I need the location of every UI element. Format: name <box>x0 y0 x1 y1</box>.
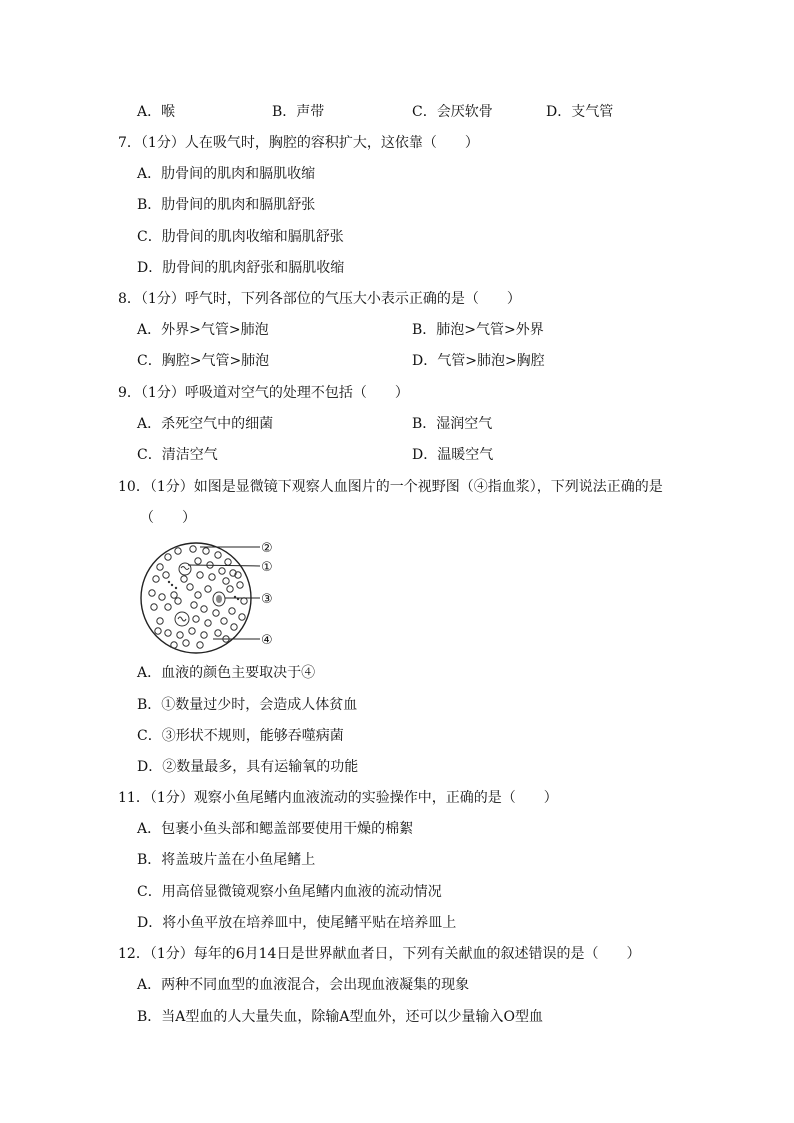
q11-stem: 11．（1分）观察小鱼尾鳍内血液流动的实验操作中，正确的是（ ） <box>118 790 558 806</box>
red-blood-cell <box>215 630 221 636</box>
red-blood-cell <box>163 572 169 578</box>
red-blood-cell <box>155 628 161 634</box>
red-blood-cell <box>193 616 199 622</box>
red-blood-cell <box>165 604 171 610</box>
red-blood-cell <box>213 610 219 616</box>
q9-option-d: D．温暖空气 <box>412 447 494 463</box>
figure-label-4: ④ <box>261 633 273 648</box>
red-blood-cell <box>239 614 245 620</box>
red-blood-cell <box>201 606 207 612</box>
q6-option-d: D．支气管 <box>546 104 614 120</box>
red-blood-cell <box>181 576 187 582</box>
figure-label-3: ③ <box>261 592 273 607</box>
red-blood-cell <box>203 548 209 554</box>
q12-option-a: A．两种不同血型的血液混合，会出现血液凝集的现象 <box>137 977 470 993</box>
red-blood-cell <box>219 568 225 574</box>
q11-option-a: A．包裹小鱼头部和鳃盖部要使用干燥的棉絮 <box>137 821 414 837</box>
red-blood-cell <box>227 586 233 592</box>
red-blood-cell <box>231 624 237 630</box>
q7-stem: 7．（1分）人在吸气时，胸腔的容积扩大，这依靠（ ） <box>118 135 479 151</box>
q12-stem: 12．（1分）每年的6月14日是世界献血者日，下列有关献血的叙述错误的是（ ） <box>118 946 641 962</box>
q9-option-b: B．湿润空气 <box>412 416 493 432</box>
red-blood-cell <box>237 582 243 588</box>
red-blood-cell <box>225 559 231 565</box>
red-blood-cell <box>149 590 155 596</box>
red-blood-cell <box>175 548 181 554</box>
q11-option-b: B．将盖玻片盖在小鱼尾鳍上 <box>137 852 316 868</box>
q10-option-b: B．①数量过少时，会造成人体贫血 <box>137 697 358 713</box>
q8-option-a: A．外界>气管>肺泡 <box>137 322 269 338</box>
q11-option-d: D．将小鱼平放在培养皿中，使尾鳍平贴在培养皿上 <box>137 915 457 931</box>
red-blood-cell <box>159 594 165 600</box>
red-blood-cell <box>215 552 221 558</box>
red-blood-cell <box>195 592 201 598</box>
q9-option-c: C．清洁空气 <box>137 447 218 463</box>
q10-stem: 10．（1分）如图是显微镜下观察人血图片的一个视野图（④指血浆），下列说法正确的是 <box>118 479 663 495</box>
red-blood-cell <box>183 640 189 646</box>
q6-option-b: B．声带 <box>272 104 325 120</box>
red-blood-cell <box>157 564 163 570</box>
q7-option-c: C．肋骨间的肌肉收缩和膈肌舒张 <box>137 229 344 245</box>
blood-smear-figure <box>138 535 288 660</box>
red-blood-cell <box>171 642 177 648</box>
red-blood-cell <box>151 604 157 610</box>
red-blood-cell <box>209 574 215 580</box>
q8-option-d: D．气管>肺泡>胸腔 <box>412 353 545 369</box>
red-blood-cell <box>197 642 203 648</box>
q12-option-b: B．当A型血的人大量失血，除输A型血外，还可以少量输入O型血 <box>137 1009 543 1025</box>
q9-option-a: A．杀死空气中的细菌 <box>137 416 274 432</box>
q10-option-a: A．血液的颜色主要取决于④ <box>137 665 316 681</box>
red-blood-cell <box>177 632 183 638</box>
q10-stem-paren: （ ） <box>140 510 196 526</box>
q7-option-b: B．肋骨间的肌肉和膈肌舒张 <box>137 197 316 213</box>
red-blood-cell <box>187 584 193 590</box>
red-blood-cell <box>190 546 196 552</box>
red-blood-cell <box>171 592 177 598</box>
q8-option-b: B．肺泡>气管>外界 <box>412 322 544 338</box>
q10-option-c: C．③形状不规则，能够吞噬病菌 <box>137 728 344 744</box>
q10-option-d: D．②数量最多，具有运输氧的功能 <box>137 759 359 775</box>
q6-option-c: C．会厌软骨 <box>412 104 493 120</box>
red-blood-cell <box>241 598 247 604</box>
red-blood-cell <box>165 630 171 636</box>
red-blood-cell <box>197 572 203 578</box>
red-blood-cell <box>189 628 195 634</box>
figure-label-1: ① <box>261 560 273 575</box>
q8-option-c: C．胸腔>气管>肺泡 <box>137 353 270 369</box>
red-blood-cell <box>191 602 197 608</box>
q6-option-a: A．喉 <box>137 104 176 120</box>
red-blood-cell <box>221 618 227 624</box>
red-blood-cell <box>201 632 207 638</box>
red-blood-cell <box>153 576 159 582</box>
red-blood-cell <box>175 598 181 604</box>
red-blood-cell <box>157 618 163 624</box>
figure-label-2: ② <box>261 541 273 556</box>
q9-stem: 9．（1分）呼吸道对空气的处理不包括（ ） <box>118 385 409 401</box>
red-blood-cell <box>229 608 235 614</box>
red-blood-cell <box>165 554 171 560</box>
red-blood-cell <box>223 578 229 584</box>
q8-stem: 8．（1分）呼气时，下列各部位的气压大小表示正确的是（ ） <box>118 291 521 307</box>
q7-option-a: A．肋骨间的肌肉和膈肌收缩 <box>137 166 316 182</box>
q11-option-c: C．用高倍显微镜观察小鱼尾鳍内血液的流动情况 <box>137 884 442 900</box>
q7-option-d: D．肋骨间的肌肉舒张和膈肌收缩 <box>137 260 345 276</box>
red-blood-cell <box>195 558 201 564</box>
red-blood-cell <box>205 620 211 626</box>
red-blood-cell <box>205 586 211 592</box>
